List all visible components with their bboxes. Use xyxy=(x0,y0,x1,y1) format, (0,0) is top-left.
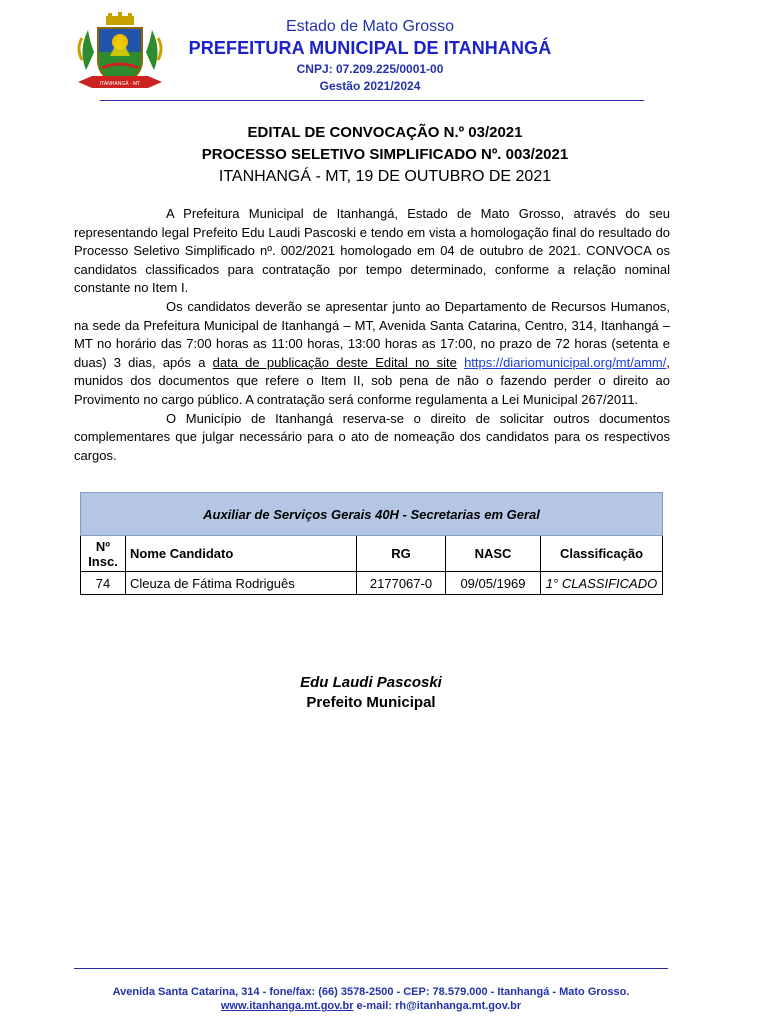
paragraph-2-space xyxy=(457,355,464,370)
header-cnpj: CNPJ: 07.209.225/0001-00 xyxy=(296,62,444,76)
footer-email: e-mail: rh@itanhanga.mt.gov.br xyxy=(353,1000,522,1012)
paragraph-2 xyxy=(74,298,670,410)
signature-name: Edu Laudi Pascoski xyxy=(300,674,442,691)
place-date: ITANHANGÁ - MT, 19 DE OUTUBRO DE 2021 xyxy=(218,168,552,185)
paragraph-2-text-a: Os candidatos deverão se apresentar junto ao Departamento de Recursos Humanos, na sede da Prefeitura Municipal de Itanhangá – MT, Avenida Santa Catarina, Centro, 314, Itanhangá – MT no horário das 7:00 horas as 11:00 horas, 13:00 horas as 17:00, no prazo de 72 horas (setenta e duas) 3 dias, após a xyxy=(74,298,670,370)
paragraph-2-text-b: , munidos dos documentos que refere o Item II, sob pena de não o fazendo perder o direito ao Provimento no cargo público. A contratação será conforme regulamenta a Lei Municipal 267/2011. xyxy=(74,354,670,407)
cell-insc: 74 xyxy=(81,572,126,595)
footer-address: Avenida Santa Catarina, 314 - fone/fax: (66) 3578-2500 - CEP: 78.579.000 - Itanhangá - Mato Grosso. xyxy=(112,986,630,998)
header-classificacao: Classificação xyxy=(541,536,663,572)
table-header-row xyxy=(81,536,663,572)
edital-title: EDITAL DE CONVOCAÇÃO N.º 03/2021 xyxy=(247,124,523,141)
coat-of-arms-icon xyxy=(72,12,168,96)
candidates-table xyxy=(80,492,663,595)
cell-nasc: 09/05/1969 xyxy=(446,572,541,595)
header-state: Estado de Mato Grosso xyxy=(285,18,455,35)
header-rg: RG xyxy=(357,536,446,572)
paragraph-3: O Município de Itanhangá reserva-se o direito de solicitar outros documentos complementares que julgar necessário para o ato de nomeação dos candidatos para os respectivos cargos. xyxy=(74,410,670,463)
table-caption: Auxiliar de Serviços Gerais 40H - Secretarias em Geral xyxy=(81,493,663,536)
seal-motto: ITANHANGÁ - MT xyxy=(99,81,141,87)
diario-municipal-link[interactable]: https://diariomunicipal.org/mt/amm/ xyxy=(464,354,667,370)
header-insc: Nº Insc. xyxy=(81,536,126,572)
signature-role: Prefeito Municipal xyxy=(306,694,436,711)
cell-nome: Cleuza de Fátima Rodriguês xyxy=(126,572,357,595)
publication-underlined-text: data de publicação deste Edital no site xyxy=(212,354,457,370)
edital-body xyxy=(74,205,670,465)
header-nome: Nome Candidato xyxy=(126,536,357,572)
cell-rg: 2177067-0 xyxy=(357,572,446,595)
footer-contacts xyxy=(0,1000,742,1012)
footer-divider xyxy=(74,968,668,969)
header-gestao: Gestão 2021/2024 xyxy=(319,79,421,93)
header-municipality: PREFEITURA MUNICIPAL DE ITANHANGÁ xyxy=(188,38,552,58)
paragraph-1: A Prefeitura Municipal de Itanhangá, Estado de Mato Grosso, através do seu representando legal Prefeito Edu Laudi Pascoski e tendo em vista a homologação final do resultado do Processo Seletivo Simplificado nº. 002/2021 homologado em 04 de outubro de 2021. CONVOCA os candidatos classificados para contratação por tempo determinado, conforme a relação nominal constante no Item I. xyxy=(74,206,670,296)
footer-website-link[interactable]: www.itanhanga.mt.gov.br xyxy=(220,1000,354,1012)
cell-classificacao: 1° CLASSIFICADO xyxy=(541,572,663,595)
table-row xyxy=(81,572,663,595)
header-divider xyxy=(100,100,644,101)
processo-title: PROCESSO SELETIVO SIMPLIFICADO Nº. 003/2021 xyxy=(201,146,569,163)
header-nasc: NASC xyxy=(446,536,541,572)
